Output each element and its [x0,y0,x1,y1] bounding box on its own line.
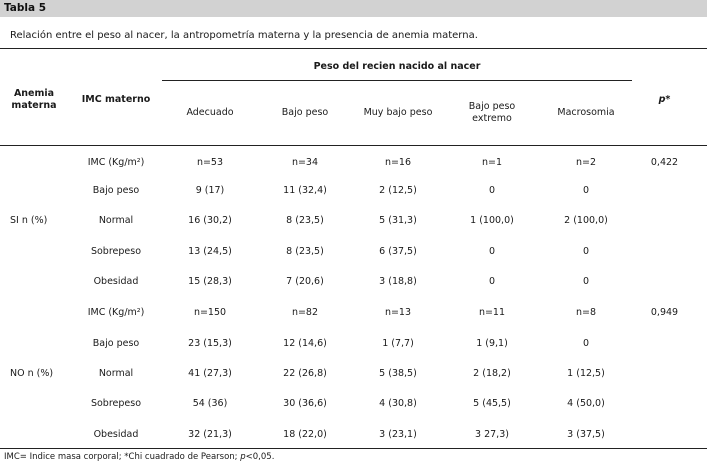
table-cell: 2 (18,2) [473,368,511,379]
table-cell: 6 (37,5) [379,246,417,257]
table-cell: 41 (27,3) [188,368,232,379]
table-cell: 3 (37,5) [567,429,605,440]
table-cell: 3 27,3) [475,429,509,440]
footnote-p-letter: p [240,452,246,462]
table-cell: n=53 [196,157,224,168]
table-cell: 5 (38,5) [379,368,417,379]
table-cell: n=2 [575,157,597,168]
header-anemia [4,88,64,112]
table-cell: 3 (23,1) [379,429,417,440]
anemia-group-label: NO n (%) [10,368,54,379]
table-cell: 9 (17) [195,185,225,196]
table-cell: n=11 [478,307,506,318]
table-cell: 0 [488,185,496,196]
table-cell: 2 (100,0) [564,215,608,226]
table-cell: 23 (15,3) [188,338,232,349]
imc-row-label: Bajo peso [92,338,140,349]
imc-row-label: Obesidad [93,429,139,440]
header-p: p* [658,94,671,105]
table-cell: 5 (45,5) [473,398,511,409]
imc-row-label: Sobrepeso [90,398,142,409]
table-cell: n=34 [291,157,319,168]
table-cell: 0 [582,276,590,287]
imc-row-label: Obesidad [93,276,139,287]
table-title: Tabla 5 [4,2,47,14]
table-cell: 1 (12,5) [567,368,605,379]
table-cell: 0 [582,338,590,349]
rule-table-bottom [0,448,707,449]
table-cell: n=13 [384,307,412,318]
table-cell: 7 (20,6) [286,276,324,287]
table-cell: n=150 [193,307,227,318]
table-cell: n=1 [481,157,503,168]
table-cell: 15 (28,3) [188,276,232,287]
table-cell: 1 (7,7) [382,338,414,349]
table-cell: n=82 [291,307,319,318]
anemia-group-label: SI n (%) [10,215,48,226]
rule-under-caption [0,48,707,49]
column-header: Bajo peso extremo [468,101,516,124]
p-value: 0,949 [650,307,679,318]
imc-row-label: Normal [98,368,134,379]
imc-row-label: IMC (Kg/m²) [87,157,145,168]
table-cell: 4 (30,8) [379,398,417,409]
table-footnote [4,452,274,462]
header-anemia-line-2: materna [11,100,57,111]
table-cell: 12 (14,6) [283,338,327,349]
table-cell: 8 (23,5) [286,246,324,257]
column-header: Bajo peso [281,107,329,118]
table-cell: 4 (50,0) [567,398,605,409]
table-cell: 11 (32,4) [283,185,327,196]
header-imc: IMC materno [81,94,151,105]
rule-under-group-header [162,80,632,81]
header-anemia-line-1: Anemia [13,88,55,99]
table-cell: 32 (21,3) [188,429,232,440]
table-title-bar [0,0,707,17]
table-cell: n=8 [575,307,597,318]
table-cell: 18 (22,0) [283,429,327,440]
column-header: Adecuado [186,107,234,118]
table-cell: 0 [488,246,496,257]
footnote-prefix: IMC= Indice masa corporal; *Chi cuadrado de Pearson; [4,452,241,462]
table-cell: 1 (100,0) [470,215,514,226]
imc-row-label: IMC (Kg/m²) [87,307,145,318]
header-birth-weight-group: Peso del recien nacido al nacer [313,61,481,72]
table-cell: 13 (24,5) [188,246,232,257]
table-cell: 16 (30,2) [188,215,232,226]
table-caption: Relación entre el peso al nacer, la antropometría materna y la presencia de anemia materna. [10,30,478,41]
table-cell: 3 (18,8) [379,276,417,287]
table-cell: 0 [582,185,590,196]
table-cell: n=16 [384,157,412,168]
table-cell: 22 (26,8) [283,368,327,379]
table-cell: 0 [582,246,590,257]
footnote-suffix: <0,05. [245,452,275,462]
table-cell: 30 (36,6) [283,398,327,409]
imc-row-label: Sobrepeso [90,246,142,257]
table-cell: 2 (12,5) [379,185,417,196]
imc-row-label: Normal [98,215,134,226]
table-cell: 8 (23,5) [286,215,324,226]
table-cell: 54 (36) [192,398,228,409]
table-cell: 1 (9,1) [476,338,508,349]
imc-row-label: Bajo peso [92,185,140,196]
column-header: Muy bajo peso [363,107,433,118]
p-value: 0,422 [650,157,679,168]
table-cell: 5 (31,3) [379,215,417,226]
table-cell: 0 [488,276,496,287]
rule-under-header [0,145,707,146]
column-header: Macrosomia [557,107,615,118]
